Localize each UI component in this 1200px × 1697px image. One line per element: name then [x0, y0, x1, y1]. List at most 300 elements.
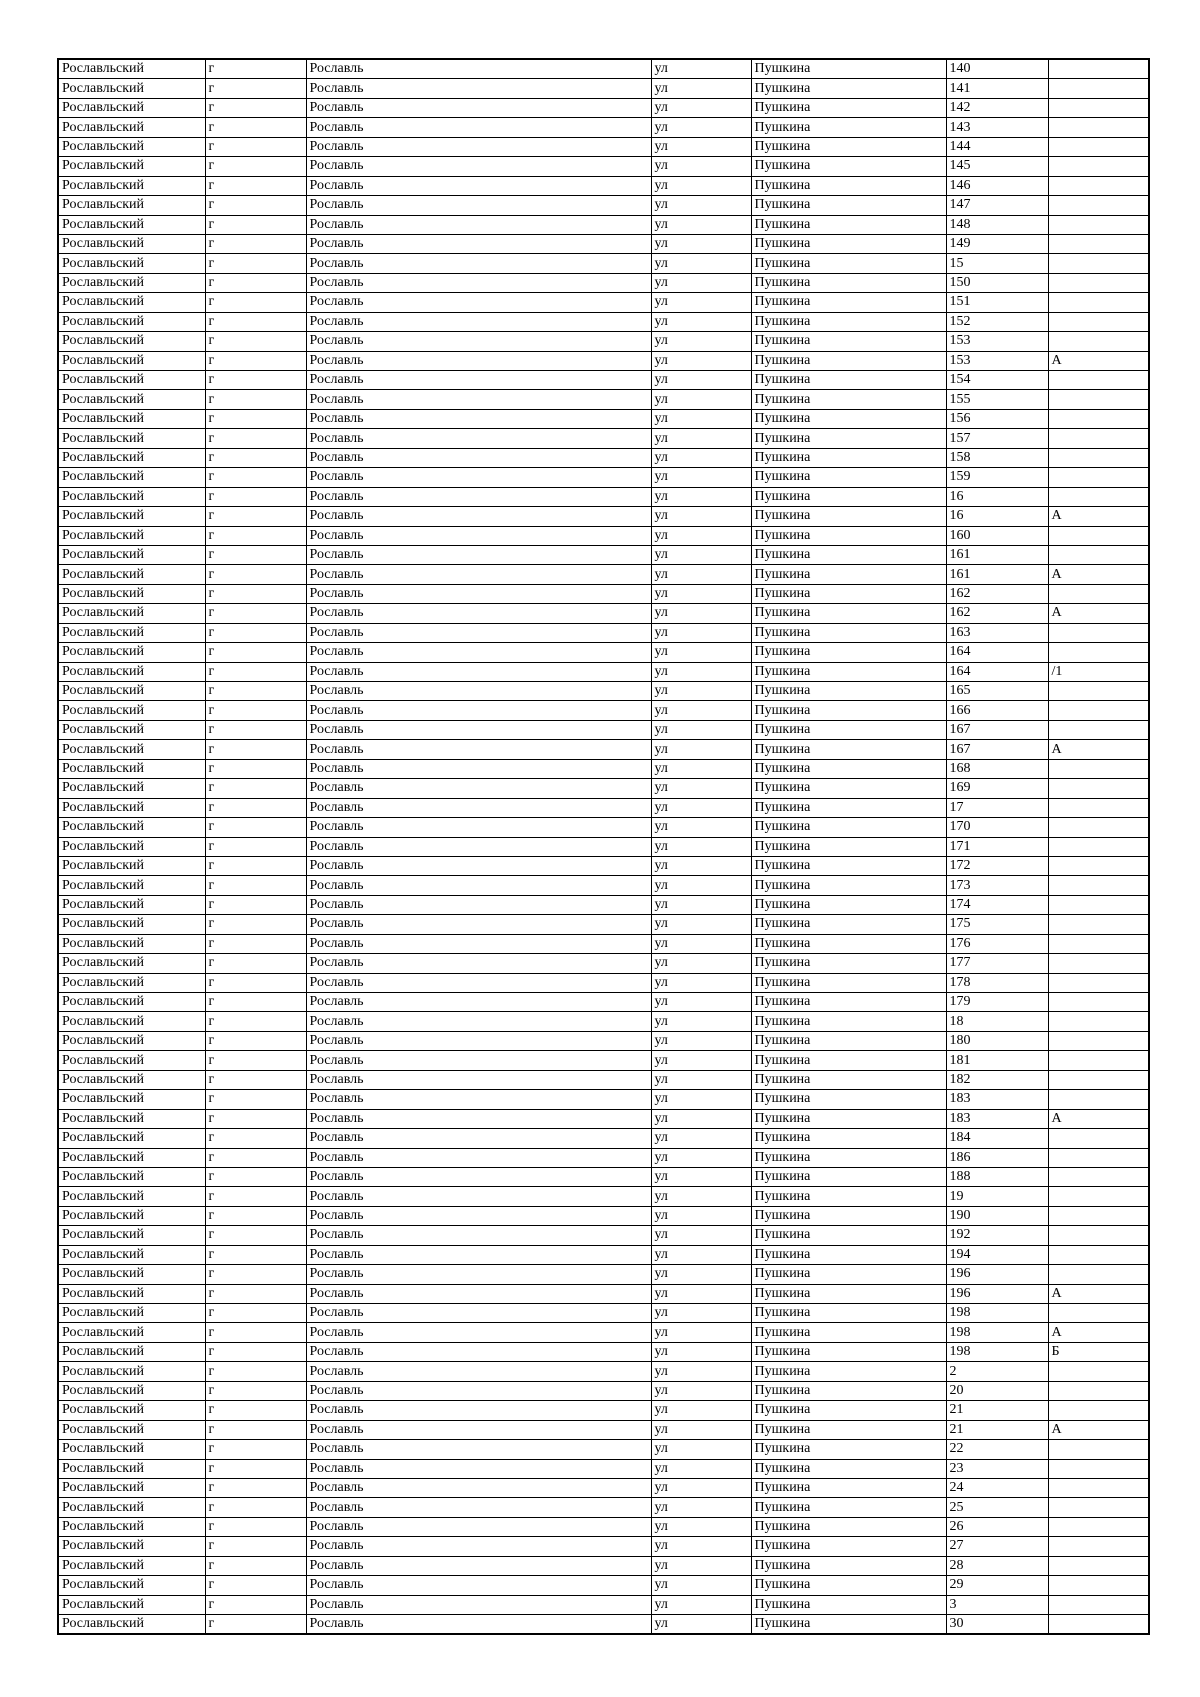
- house-number-cell: 26: [946, 1517, 1048, 1536]
- street-cell: Пушкина: [751, 429, 946, 448]
- street-type-cell: ул: [651, 973, 751, 992]
- table-row: [58, 137, 1149, 156]
- settlement-type-cell: г: [205, 293, 306, 312]
- house-number-cell: 148: [946, 215, 1048, 234]
- house-suffix-cell: [1048, 157, 1149, 176]
- house-number-cell: 183: [946, 1109, 1048, 1128]
- house-suffix-cell: [1048, 293, 1149, 312]
- street-cell: Пушкина: [751, 118, 946, 137]
- street-type-cell: ул: [651, 759, 751, 778]
- district-cell: Рославльский: [58, 1420, 205, 1439]
- street-cell: Пушкина: [751, 1284, 946, 1303]
- district-cell: Рославльский: [58, 798, 205, 817]
- street-type-cell: ул: [651, 1440, 751, 1459]
- house-suffix-cell: А: [1048, 740, 1149, 759]
- street-cell: Пушкина: [751, 409, 946, 428]
- street-type-cell: ул: [651, 1051, 751, 1070]
- table-row: [58, 818, 1149, 837]
- house-suffix-cell: [1048, 1440, 1149, 1459]
- settlement-type-cell: г: [205, 584, 306, 603]
- house-number-cell: 183: [946, 1090, 1048, 1109]
- district-cell: Рославльский: [58, 993, 205, 1012]
- settlement-cell: Рославль: [306, 1090, 651, 1109]
- house-number-cell: 167: [946, 740, 1048, 759]
- house-number-cell: 182: [946, 1070, 1048, 1089]
- settlement-cell: Рославль: [306, 1478, 651, 1497]
- district-cell: Рославльский: [58, 1109, 205, 1128]
- district-cell: Рославльский: [58, 312, 205, 331]
- street-type-cell: ул: [651, 1420, 751, 1439]
- house-number-cell: 174: [946, 895, 1048, 914]
- table-row: [58, 895, 1149, 914]
- table-row: [58, 1167, 1149, 1186]
- house-suffix-cell: А: [1048, 1109, 1149, 1128]
- table-row: [58, 701, 1149, 720]
- table-row: [58, 682, 1149, 701]
- street-type-cell: ул: [651, 79, 751, 98]
- house-number-cell: 163: [946, 623, 1048, 642]
- house-number-cell: 149: [946, 234, 1048, 253]
- street-type-cell: ул: [651, 1362, 751, 1381]
- settlement-cell: Рославль: [306, 176, 651, 195]
- district-cell: Рославльский: [58, 1440, 205, 1459]
- settlement-type-cell: г: [205, 895, 306, 914]
- district-cell: Рославльский: [58, 1401, 205, 1420]
- street-type-cell: ул: [651, 429, 751, 448]
- district-cell: Рославльский: [58, 954, 205, 973]
- street-cell: Пушкина: [751, 643, 946, 662]
- table-row: [58, 1187, 1149, 1206]
- street-cell: Пушкина: [751, 1226, 946, 1245]
- settlement-type-cell: г: [205, 779, 306, 798]
- street-cell: Пушкина: [751, 293, 946, 312]
- settlement-cell: Рославль: [306, 1265, 651, 1284]
- house-suffix-cell: [1048, 273, 1149, 292]
- street-cell: Пушкина: [751, 312, 946, 331]
- street-type-cell: ул: [651, 409, 751, 428]
- street-type-cell: ул: [651, 1012, 751, 1031]
- street-type-cell: ул: [651, 137, 751, 156]
- street-type-cell: ул: [651, 779, 751, 798]
- settlement-cell: Рославль: [306, 371, 651, 390]
- house-number-cell: 181: [946, 1051, 1048, 1070]
- district-cell: Рославльский: [58, 1304, 205, 1323]
- table-row: [58, 157, 1149, 176]
- table-row: [58, 79, 1149, 98]
- settlement-cell: Рославль: [306, 1323, 651, 1342]
- house-suffix-cell: [1048, 487, 1149, 506]
- house-suffix-cell: [1048, 876, 1149, 895]
- house-number-cell: 178: [946, 973, 1048, 992]
- street-cell: Пушкина: [751, 1595, 946, 1614]
- settlement-type-cell: г: [205, 934, 306, 953]
- street-cell: Пушкина: [751, 254, 946, 273]
- street-type-cell: ул: [651, 254, 751, 273]
- street-type-cell: ул: [651, 1187, 751, 1206]
- street-cell: Пушкина: [751, 1498, 946, 1517]
- table-row: [58, 798, 1149, 817]
- settlement-cell: Рославль: [306, 273, 651, 292]
- settlement-type-cell: г: [205, 1537, 306, 1556]
- district-cell: Рославльский: [58, 1129, 205, 1148]
- house-number-cell: 177: [946, 954, 1048, 973]
- street-cell: Пушкина: [751, 1323, 946, 1342]
- district-cell: Рославльский: [58, 1615, 205, 1635]
- district-cell: Рославльский: [58, 176, 205, 195]
- settlement-type-cell: г: [205, 798, 306, 817]
- settlement-cell: Рославль: [306, 293, 651, 312]
- settlement-type-cell: г: [205, 312, 306, 331]
- district-cell: Рославльский: [58, 934, 205, 953]
- street-cell: Пушкина: [751, 1381, 946, 1400]
- street-type-cell: ул: [651, 545, 751, 564]
- settlement-type-cell: г: [205, 1304, 306, 1323]
- house-suffix-cell: [1048, 176, 1149, 195]
- house-number-cell: 29: [946, 1576, 1048, 1595]
- house-suffix-cell: А: [1048, 351, 1149, 370]
- street-type-cell: ул: [651, 720, 751, 739]
- settlement-type-cell: г: [205, 701, 306, 720]
- table-row: [58, 1284, 1149, 1303]
- settlement-cell: Рославль: [306, 895, 651, 914]
- house-suffix-cell: [1048, 1129, 1149, 1148]
- table-row: [58, 856, 1149, 875]
- street-type-cell: ул: [651, 1245, 751, 1264]
- street-cell: Пушкина: [751, 798, 946, 817]
- table-row: [58, 1517, 1149, 1536]
- district-cell: Рославльский: [58, 1226, 205, 1245]
- street-cell: Пушкина: [751, 895, 946, 914]
- street-cell: Пушкина: [751, 1012, 946, 1031]
- house-number-cell: 24: [946, 1478, 1048, 1497]
- table-row: [58, 1556, 1149, 1575]
- street-type-cell: ул: [651, 1576, 751, 1595]
- house-number-cell: 153: [946, 351, 1048, 370]
- street-cell: Пушкина: [751, 1420, 946, 1439]
- settlement-cell: Рославль: [306, 98, 651, 117]
- district-cell: Рославльский: [58, 526, 205, 545]
- settlement-type-cell: г: [205, 818, 306, 837]
- settlement-cell: Рославль: [306, 565, 651, 584]
- settlement-type-cell: г: [205, 487, 306, 506]
- house-suffix-cell: [1048, 915, 1149, 934]
- settlement-cell: Рославль: [306, 254, 651, 273]
- settlement-cell: Рославль: [306, 1031, 651, 1050]
- district-cell: Рославльский: [58, 254, 205, 273]
- street-type-cell: ул: [651, 526, 751, 545]
- settlement-type-cell: г: [205, 1517, 306, 1536]
- street-type-cell: ул: [651, 584, 751, 603]
- street-type-cell: ул: [651, 215, 751, 234]
- street-cell: Пушкина: [751, 157, 946, 176]
- district-cell: Рославльский: [58, 390, 205, 409]
- house-number-cell: 16: [946, 507, 1048, 526]
- house-number-cell: 169: [946, 779, 1048, 798]
- settlement-type-cell: г: [205, 1090, 306, 1109]
- street-type-cell: ул: [651, 1556, 751, 1575]
- district-cell: Рославльский: [58, 1362, 205, 1381]
- settlement-type-cell: г: [205, 1362, 306, 1381]
- district-cell: Рославльский: [58, 1148, 205, 1167]
- street-type-cell: ул: [651, 682, 751, 701]
- settlement-cell: Рославль: [306, 1556, 651, 1575]
- settlement-cell: Рославль: [306, 954, 651, 973]
- street-type-cell: ул: [651, 1459, 751, 1478]
- district-cell: Рославльский: [58, 137, 205, 156]
- street-type-cell: ул: [651, 1615, 751, 1635]
- street-type-cell: ул: [651, 176, 751, 195]
- street-cell: Пушкина: [751, 837, 946, 856]
- street-cell: Пушкина: [751, 993, 946, 1012]
- house-suffix-cell: [1048, 682, 1149, 701]
- settlement-cell: Рославль: [306, 1167, 651, 1186]
- settlement-cell: Рославль: [306, 1304, 651, 1323]
- house-suffix-cell: [1048, 1148, 1149, 1167]
- district-cell: Рославльский: [58, 234, 205, 253]
- district-cell: Рославльский: [58, 1284, 205, 1303]
- table-row: [58, 1090, 1149, 1109]
- street-type-cell: ул: [651, 856, 751, 875]
- house-number-cell: 161: [946, 565, 1048, 584]
- settlement-type-cell: г: [205, 1595, 306, 1614]
- house-number-cell: 151: [946, 293, 1048, 312]
- house-number-cell: 21: [946, 1420, 1048, 1439]
- settlement-type-cell: г: [205, 98, 306, 117]
- table-row: [58, 390, 1149, 409]
- settlement-cell: Рославль: [306, 468, 651, 487]
- district-cell: Рославльский: [58, 1051, 205, 1070]
- settlement-cell: Рославль: [306, 623, 651, 642]
- settlement-type-cell: г: [205, 1615, 306, 1635]
- street-type-cell: ул: [651, 1284, 751, 1303]
- table-row: [58, 1459, 1149, 1478]
- street-type-cell: ул: [651, 1109, 751, 1128]
- street-cell: Пушкина: [751, 876, 946, 895]
- table-row: [58, 1595, 1149, 1614]
- street-cell: Пушкина: [751, 1537, 946, 1556]
- street-type-cell: ул: [651, 662, 751, 681]
- street-cell: Пушкина: [751, 448, 946, 467]
- table-row: [58, 1206, 1149, 1225]
- house-number-cell: 194: [946, 1245, 1048, 1264]
- house-number-cell: 168: [946, 759, 1048, 778]
- house-number-cell: 23: [946, 1459, 1048, 1478]
- house-suffix-cell: [1048, 1595, 1149, 1614]
- settlement-type-cell: г: [205, 468, 306, 487]
- table-row: [58, 662, 1149, 681]
- address-table-body: [58, 59, 1149, 1634]
- house-number-cell: 165: [946, 682, 1048, 701]
- settlement-type-cell: г: [205, 1245, 306, 1264]
- table-row: [58, 740, 1149, 759]
- settlement-type-cell: г: [205, 1031, 306, 1050]
- settlement-type-cell: г: [205, 1401, 306, 1420]
- street-type-cell: ул: [651, 798, 751, 817]
- district-cell: Рославльский: [58, 1537, 205, 1556]
- district-cell: Рославльский: [58, 1556, 205, 1575]
- district-cell: Рославльский: [58, 1265, 205, 1284]
- house-suffix-cell: [1048, 118, 1149, 137]
- street-cell: Пушкина: [751, 1051, 946, 1070]
- street-cell: Пушкина: [751, 273, 946, 292]
- house-number-cell: 3: [946, 1595, 1048, 1614]
- street-type-cell: ул: [651, 293, 751, 312]
- street-cell: Пушкина: [751, 934, 946, 953]
- house-number-cell: 155: [946, 390, 1048, 409]
- settlement-type-cell: г: [205, 1226, 306, 1245]
- table-row: [58, 643, 1149, 662]
- table-row: [58, 1401, 1149, 1420]
- table-row: [58, 1576, 1149, 1595]
- settlement-cell: Рославль: [306, 1070, 651, 1089]
- house-suffix-cell: [1048, 1381, 1149, 1400]
- settlement-type-cell: г: [205, 351, 306, 370]
- district-cell: Рославльский: [58, 157, 205, 176]
- table-row: [58, 1440, 1149, 1459]
- district-cell: Рославльский: [58, 818, 205, 837]
- street-type-cell: ул: [651, 1304, 751, 1323]
- settlement-cell: Рославль: [306, 876, 651, 895]
- settlement-cell: Рославль: [306, 1362, 651, 1381]
- house-suffix-cell: [1048, 390, 1149, 409]
- table-row: [58, 254, 1149, 273]
- table-row: [58, 409, 1149, 428]
- street-type-cell: ул: [651, 934, 751, 953]
- table-row: [58, 1070, 1149, 1089]
- house-number-cell: 198: [946, 1304, 1048, 1323]
- table-row: [58, 507, 1149, 526]
- house-number-cell: 164: [946, 643, 1048, 662]
- house-number-cell: 156: [946, 409, 1048, 428]
- table-row: [58, 1478, 1149, 1497]
- district-cell: Рославльский: [58, 59, 205, 79]
- settlement-cell: Рославль: [306, 1459, 651, 1478]
- district-cell: Рославльский: [58, 448, 205, 467]
- settlement-type-cell: г: [205, 915, 306, 934]
- street-cell: Пушкина: [751, 1245, 946, 1264]
- house-suffix-cell: [1048, 1615, 1149, 1635]
- house-suffix-cell: [1048, 798, 1149, 817]
- house-suffix-cell: [1048, 643, 1149, 662]
- house-suffix-cell: [1048, 448, 1149, 467]
- settlement-cell: Рославль: [306, 643, 651, 662]
- table-row: [58, 59, 1149, 79]
- table-row: [58, 196, 1149, 215]
- house-number-cell: 18: [946, 1012, 1048, 1031]
- settlement-type-cell: г: [205, 1459, 306, 1478]
- district-cell: Рославльский: [58, 371, 205, 390]
- table-row: [58, 1537, 1149, 1556]
- table-row: [58, 837, 1149, 856]
- street-type-cell: ул: [651, 312, 751, 331]
- street-cell: Пушкина: [751, 623, 946, 642]
- house-suffix-cell: [1048, 1478, 1149, 1497]
- district-cell: Рославльский: [58, 1342, 205, 1361]
- street-type-cell: ул: [651, 1595, 751, 1614]
- street-cell: Пушкина: [751, 584, 946, 603]
- house-number-cell: 30: [946, 1615, 1048, 1635]
- table-row: [58, 545, 1149, 564]
- settlement-cell: Рославль: [306, 759, 651, 778]
- district-cell: Рославльский: [58, 584, 205, 603]
- street-type-cell: ул: [651, 604, 751, 623]
- settlement-type-cell: г: [205, 1576, 306, 1595]
- street-type-cell: ул: [651, 118, 751, 137]
- settlement-type-cell: г: [205, 507, 306, 526]
- district-cell: Рославльский: [58, 1459, 205, 1478]
- house-suffix-cell: /1: [1048, 662, 1149, 681]
- street-cell: Пушкина: [751, 1440, 946, 1459]
- district-cell: Рославльский: [58, 1478, 205, 1497]
- house-suffix-cell: [1048, 818, 1149, 837]
- house-suffix-cell: [1048, 934, 1149, 953]
- settlement-type-cell: г: [205, 740, 306, 759]
- settlement-cell: Рославль: [306, 1206, 651, 1225]
- street-cell: Пушкина: [751, 856, 946, 875]
- street-cell: Пушкина: [751, 1129, 946, 1148]
- house-suffix-cell: Б: [1048, 1342, 1149, 1361]
- house-suffix-cell: [1048, 254, 1149, 273]
- house-number-cell: 27: [946, 1537, 1048, 1556]
- settlement-cell: Рославль: [306, 973, 651, 992]
- street-cell: Пушкина: [751, 1362, 946, 1381]
- settlement-cell: Рославль: [306, 1381, 651, 1400]
- settlement-type-cell: г: [205, 1498, 306, 1517]
- district-cell: Рославльский: [58, 565, 205, 584]
- district-cell: Рославльский: [58, 895, 205, 914]
- table-row: [58, 448, 1149, 467]
- house-number-cell: 172: [946, 856, 1048, 875]
- settlement-type-cell: г: [205, 1440, 306, 1459]
- settlement-cell: Рославль: [306, 798, 651, 817]
- district-cell: Рославльский: [58, 1012, 205, 1031]
- settlement-type-cell: г: [205, 1478, 306, 1497]
- house-suffix-cell: [1048, 98, 1149, 117]
- settlement-cell: Рославль: [306, 701, 651, 720]
- house-number-cell: 170: [946, 818, 1048, 837]
- settlement-type-cell: г: [205, 993, 306, 1012]
- house-number-cell: 164: [946, 662, 1048, 681]
- settlement-type-cell: г: [205, 448, 306, 467]
- table-row: [58, 759, 1149, 778]
- street-type-cell: ул: [651, 234, 751, 253]
- house-suffix-cell: [1048, 779, 1149, 798]
- street-type-cell: ул: [651, 1478, 751, 1497]
- street-type-cell: ул: [651, 818, 751, 837]
- street-cell: Пушкина: [751, 1148, 946, 1167]
- street-cell: Пушкина: [751, 740, 946, 759]
- house-number-cell: 28: [946, 1556, 1048, 1575]
- house-suffix-cell: [1048, 1245, 1149, 1264]
- street-cell: Пушкина: [751, 59, 946, 79]
- district-cell: Рославльский: [58, 1517, 205, 1536]
- house-suffix-cell: [1048, 371, 1149, 390]
- street-cell: Пушкина: [751, 1478, 946, 1497]
- settlement-type-cell: г: [205, 1265, 306, 1284]
- house-number-cell: 147: [946, 196, 1048, 215]
- table-row: [58, 604, 1149, 623]
- district-cell: Рославльский: [58, 1090, 205, 1109]
- district-cell: Рославльский: [58, 1070, 205, 1089]
- house-number-cell: 25: [946, 1498, 1048, 1517]
- house-suffix-cell: [1048, 234, 1149, 253]
- street-type-cell: ул: [651, 1265, 751, 1284]
- street-cell: Пушкина: [751, 1070, 946, 1089]
- district-cell: Рославльский: [58, 915, 205, 934]
- street-type-cell: ул: [651, 954, 751, 973]
- district-cell: Рославльский: [58, 1187, 205, 1206]
- street-type-cell: ул: [651, 993, 751, 1012]
